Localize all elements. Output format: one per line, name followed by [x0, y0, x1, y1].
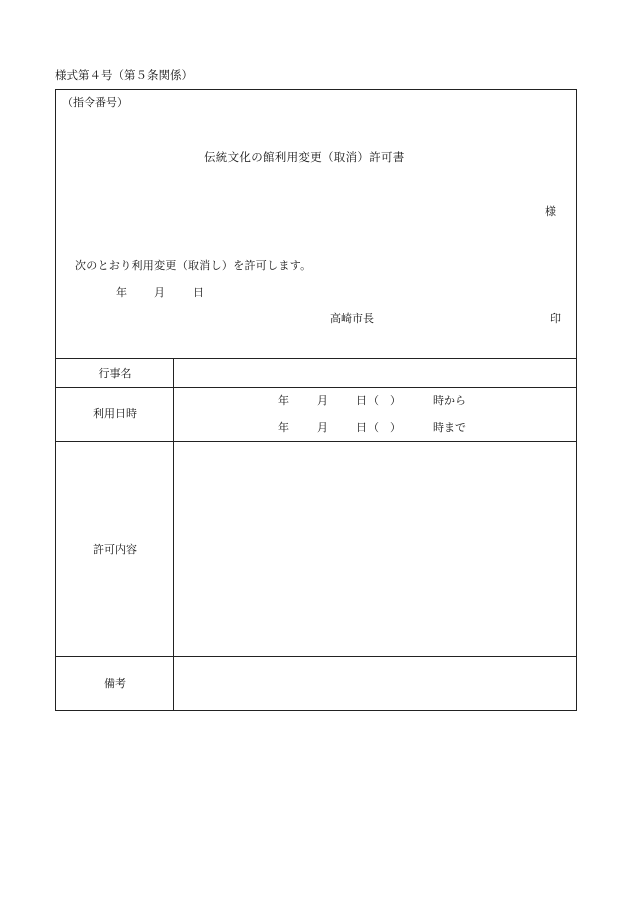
- to-time: 時まで: [433, 421, 466, 434]
- date-day-label: 日: [193, 286, 204, 299]
- event-name-label: 行事名: [98, 367, 132, 380]
- document-title: 伝統文化の館利用変更（取消）許可書: [204, 150, 405, 164]
- from-year: 年: [278, 394, 289, 407]
- date-month-label: 月: [154, 286, 165, 299]
- to-day: 日: [356, 421, 367, 434]
- row-rule-1: [55, 387, 577, 388]
- date-year-label: 年: [116, 286, 127, 299]
- from-time: 時から: [433, 394, 466, 407]
- from-day: 日: [356, 394, 367, 407]
- usage-datetime-label: 利用日時: [93, 407, 137, 420]
- event-name-field[interactable]: [174, 359, 576, 387]
- permit-content-field[interactable]: [174, 442, 576, 656]
- addressee-suffix: 様: [545, 205, 556, 218]
- seal-mark: 印: [550, 312, 561, 325]
- remarks-label: 備考: [104, 677, 126, 690]
- from-weekday: （ ）: [368, 394, 401, 407]
- to-month: 月: [317, 421, 328, 434]
- remarks-field[interactable]: [174, 657, 576, 710]
- to-weekday: （ ）: [368, 421, 401, 434]
- to-year: 年: [278, 421, 289, 434]
- issuer-name: 高崎市長: [330, 312, 374, 325]
- designation-number: （指令番号）: [62, 96, 128, 109]
- form-number: 様式第４号（第５条関係）: [55, 68, 193, 82]
- permission-statement: 次のとおり利用変更（取消し）を許可します。: [75, 259, 312, 272]
- from-month: 月: [317, 394, 328, 407]
- permit-content-label: 許可内容: [93, 543, 137, 556]
